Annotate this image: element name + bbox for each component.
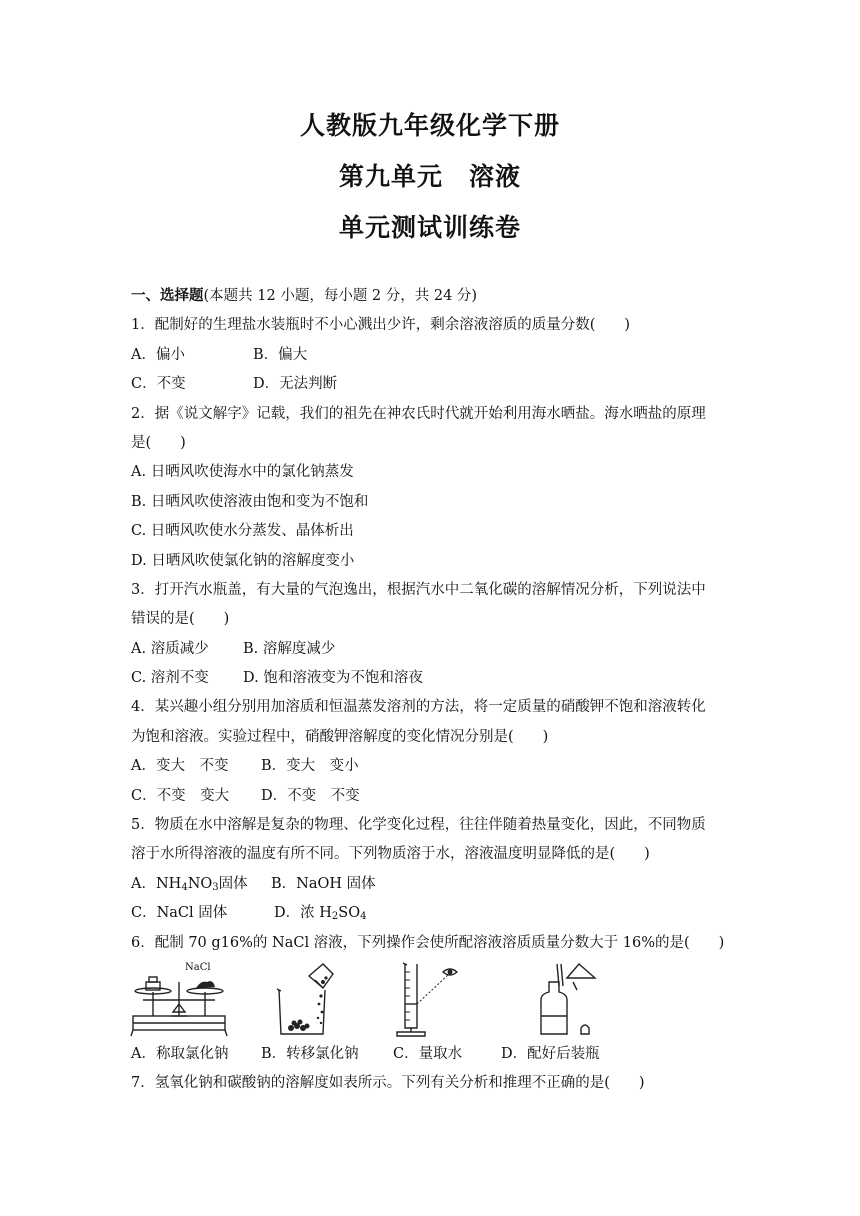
question-6-option-c: C．量取水 — [393, 1045, 463, 1062]
question-1-option-d: D．无法判断 — [253, 376, 338, 393]
question-2-stem-line1: 2．据《说文解字》记载，我们的祖先在神农氏时代就开始利用海水晒盐。海水晒盐的原理 — [131, 405, 706, 422]
question-1-option-c: C．不变 — [131, 376, 186, 393]
question-6-figures — [131, 960, 731, 1040]
question-5-option-a: A．$NH_4NO_3$固体 — [131, 875, 248, 893]
question-4-stem-line2: 为饱和溶液。实验过程中，硝酸钾溶解度的变化情况分别是( ) — [131, 728, 549, 745]
question-6-options — [131, 1040, 731, 1069]
question-1-options-cd — [131, 370, 731, 399]
question-5-option-b: B．NaOH 固体 — [271, 875, 376, 892]
question-4-option-c: C．不变 变大 — [131, 787, 230, 804]
question-1-stem: 1．配制好的生理盐水装瓶时不小心溅出少许，剩余溶液溶质的质量分数( ) — [131, 317, 631, 334]
question-4-option-d: D．不变 不变 — [261, 787, 360, 804]
question-6-stem: 6．配制 70 g16%的 NaCl 溶液，下列操作会使所配溶液溶质质量分数大于 16%的是( ) — [131, 934, 725, 951]
question-4-option-b: B．变大 变小 — [261, 758, 359, 775]
question-2-option-c: C. 日晒风吹使水分蒸发、晶体析出 — [131, 523, 354, 540]
question-1-options-ab — [131, 341, 731, 370]
question-7-stem: 7．氢氧化钠和碳酸钠的溶解度如表所示。下列有关分析和推理不正确的是( ) — [131, 1075, 645, 1092]
question-6-option-b: B．转移氯化钠 — [261, 1045, 359, 1062]
question-3-option-d: D. 饱和溶液变为不饱和溶夜 — [243, 670, 423, 687]
cylinder-figure — [393, 960, 473, 1040]
section-label: 一、选择题 — [131, 288, 204, 304]
test-title: 单元测试训练卷 — [338, 213, 521, 242]
doc-title: 人教版九年级化学下册 — [299, 111, 560, 140]
question-2-stem-line2: 是( ) — [131, 434, 186, 451]
question-2-option-d: D. 日晒风吹使氯化钠的溶解度变小 — [131, 552, 355, 569]
question-3-options-ab — [131, 635, 731, 664]
section-heading — [131, 282, 731, 311]
nacl-label: NaCl — [185, 961, 211, 973]
question-6-option-a: A．称取氯化钠 — [131, 1045, 229, 1062]
question-5-stem-line2: 溶于水所得溶液的温度有所不同。下列物质溶于水，溶液温度明显降低的是( ) — [131, 846, 650, 863]
question-4-options-ab — [131, 752, 731, 781]
question-list — [131, 282, 731, 1099]
question-5-stem-line1: 5．物质在水中溶解是复杂的物理、化学变化过程，往往伴随着热量变化，因此，不同物质 — [131, 817, 706, 834]
question-5-options-ab — [131, 870, 731, 899]
question-3-option-a: A. 溶质减少 — [131, 640, 209, 657]
question-4-options-cd — [131, 782, 731, 811]
question-1-option-b: B．偏大 — [253, 346, 308, 363]
question-3-option-c: C. 溶剂不变 — [131, 670, 209, 687]
question-4-stem-line1: 4．某兴趣小组分别用加溶质和恒温蒸发溶剂的方法，将一定质量的硝酸钾不饱和溶液转化 — [131, 699, 706, 716]
beaker-figure — [273, 960, 343, 1040]
question-2-option-b: B. 日晒风吹使溶液由饱和变为不饱和 — [131, 493, 369, 510]
question-5-option-d: D．浓 $H_2SO_4$ — [274, 905, 367, 923]
question-3-options-cd — [131, 664, 731, 693]
question-2-option-a: A. 日晒风吹使海水中的氯化钠蒸发 — [131, 464, 354, 481]
question-3-option-b: B. 溶解度减少 — [243, 640, 336, 657]
question-5-options-cd — [131, 899, 731, 928]
unit-title: 第九单元 溶液 — [338, 162, 521, 191]
question-3-stem-line1: 3．打开汽水瓶盖，有大量的气泡逸出，根据汽水中二氧化碳的溶解情况分析，下列说法中 — [131, 581, 706, 598]
question-6-option-d: D．配好后装瓶 — [501, 1045, 600, 1062]
bottle-figure — [527, 960, 607, 1040]
balance-figure — [129, 960, 229, 1038]
section-note: (本题共 12 小题，每小题 2 分，共 24 分) — [203, 288, 478, 304]
question-1-option-a: A．偏小 — [131, 346, 185, 363]
question-4-option-a: A．变大 不变 — [131, 758, 229, 775]
question-5-option-c: C．NaCl 固体 — [131, 905, 228, 922]
question-3-stem-line2: 错误的是( ) — [131, 611, 230, 628]
